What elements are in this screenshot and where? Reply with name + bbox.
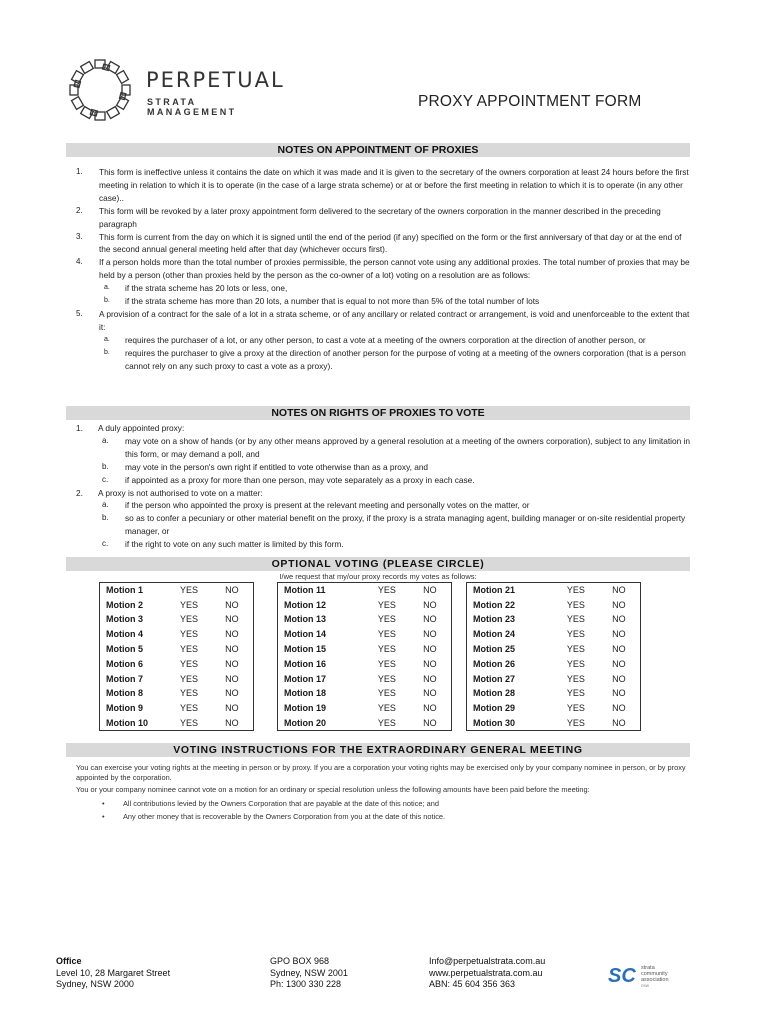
motion-row [278,656,452,671]
vote-no-option[interactable]: NO [225,614,239,625]
vote-no-option[interactable]: NO [612,585,626,596]
motion-row [100,716,254,731]
vote-yes-option[interactable]: YES [179,658,198,669]
motion-row [467,686,641,701]
vote-no-option[interactable]: NO [225,717,239,728]
vote-no-option[interactable]: NO [423,585,437,596]
motion-row [100,642,254,657]
motion-row [467,612,641,627]
motion-label: Motion 9 [106,703,143,714]
office-label: Office [56,956,82,966]
sub-text: requires the purchaser to give a proxy at the direction of another person for the purpose of voting at a meeting of the owners corporation (that is a person cannot rely on any such proxy to cast a vote as a proxy). [125,347,686,371]
rights-letter: b. [102,461,109,471]
motion-row [278,627,452,642]
vote-no-option[interactable]: NO [612,629,626,640]
rights-text: A proxy is not authorised to vote on a matter: [98,487,263,498]
brand-name: PERPETUAL [146,68,285,92]
motion-row [278,642,452,657]
motion-row [100,612,254,627]
section-title-appointment: NOTES ON APPOINTMENT OF PROXIES [66,143,690,157]
vote-yes-option[interactable]: YES [566,599,585,610]
vote-no-option[interactable]: NO [423,688,437,699]
note-number: 2. [76,205,83,215]
vote-yes-option[interactable]: YES [566,658,585,669]
website-link[interactable]: www.perpetualstrata.com.au [429,967,543,978]
motion-row [100,583,254,598]
rights-number: 2. [76,487,83,498]
motion-row [100,701,254,716]
sub-item [72,334,690,347]
motion-row [278,597,452,612]
rights-sub-text: if the person who appointed the proxy is present at the relevant meeting and personally votes on the matter, or [125,500,530,511]
motion-label: Motion 11 [284,585,326,596]
vote-yes-option[interactable]: YES [566,614,585,625]
vote-no-option[interactable]: NO [423,599,437,610]
section-title-instructions: VOTING INSTRUCTIONS FOR THE EXTRAORDINARY GENERAL MEETING [66,743,690,757]
vote-yes-option[interactable]: YES [566,629,585,640]
rights-number: 1. [76,423,83,433]
vote-yes-option[interactable]: YES [566,585,585,596]
rights-notes [72,422,690,551]
vote-yes-option[interactable]: YES [566,717,585,728]
motion-row [467,583,641,598]
motion-row [278,671,452,686]
vote-yes-option[interactable]: YES [179,688,198,699]
vote-no-option[interactable]: NO [225,599,239,610]
rights-letter: c. [102,474,109,484]
note-item [72,166,690,205]
rights-sub-item [72,512,690,538]
vote-yes-option[interactable]: YES [377,688,396,699]
note-text: This form is ineffective unless it contains the date on which it was made and it is given to the secretary of the owners corporation at least 24 hours before the first meeting in relation to which it is to operate (in the case of a large strata scheme) or at or before the first meeting in relation to which it is to operate (in any other case).. [99,167,689,203]
motion-label: Motion 17 [284,673,326,684]
rights-sub-item [72,461,690,474]
bullet-icon: • [102,799,105,808]
vote-yes-option[interactable]: YES [377,599,396,610]
vote-no-option[interactable]: NO [612,673,626,684]
footer-office [56,956,170,991]
sub-item [72,347,690,373]
form-title: PROXY APPOINTMENT FORM [418,93,642,110]
badge-text: strata [641,965,655,971]
rights-sub-item [72,435,690,461]
rights-sub-item [72,474,690,487]
motion-row [467,671,641,686]
motion-label: Motion 25 [473,644,515,655]
vote-no-option[interactable]: NO [612,658,626,669]
vote-no-option[interactable]: NO [225,629,239,640]
vote-yes-option[interactable]: YES [377,644,396,655]
motion-row [278,686,452,701]
note-item [72,308,690,334]
motion-row [467,642,641,657]
motion-label: Motion 23 [473,614,515,625]
vote-yes-option[interactable]: YES [377,703,396,714]
sub-letter: a. [104,284,110,292]
vote-yes-option[interactable]: YES [179,599,198,610]
motion-label: Motion 30 [473,717,515,728]
vote-no-option[interactable]: NO [423,703,437,714]
footer-contact [429,956,545,991]
instructions-paragraph: You or your company nominee cannot vote on a motion for an ordinary or special resolution unless the following amounts have been paid before the meeting: [76,785,590,794]
motion-label: Motion 6 [106,658,143,669]
note-number: 1. [76,167,83,176]
rights-letter: a. [102,435,109,445]
brand-logo [68,58,288,118]
note-item [72,231,690,257]
rights-text: A duly appointed proxy: [98,423,185,433]
vote-yes-option[interactable]: YES [179,614,198,625]
rights-sub-text: if appointed as a proxy for more than one person, may vote separately as a proxy in each case. [125,474,475,485]
sub-item [72,295,690,308]
motion-label: Motion 3 [106,614,143,625]
rights-sub-item [72,538,690,551]
vote-yes-option[interactable]: YES [179,673,198,684]
motion-label: Motion 2 [106,599,143,610]
sub-letter: b. [104,297,110,305]
vote-no-option[interactable]: NO [612,614,626,625]
rights-sub-text: may vote on a show of hands (or by any other means approved by a general resolution at a meeting of the owners corporation), subject to any limitation in this form, or may demand a poll, and [125,435,690,459]
section-title-voting: OPTIONAL VOTING (PLEASE CIRCLE) [66,557,690,571]
vote-yes-option[interactable]: YES [377,629,396,640]
vote-no-option[interactable]: NO [423,717,437,728]
motion-label: Motion 29 [473,703,515,714]
note-number: 4. [76,257,83,267]
vote-yes-option[interactable]: YES [377,658,396,669]
postal-line: Sydney, NSW 2001 [270,967,348,978]
vote-yes-option[interactable]: YES [566,673,585,684]
motion-label: Motion 24 [473,629,515,640]
motion-label: Motion 27 [473,673,515,684]
vote-no-option[interactable]: NO [423,644,437,655]
appointment-notes [72,166,690,373]
note-text: This form will be revoked by a later proxy appointment form delivered to the secretary of the owners corporation in the manner described in the preceding paragraph [99,205,661,229]
phone-line: Ph: 1300 330 228 [270,979,342,989]
motion-label: Motion 14 [284,629,326,640]
vote-yes-option[interactable]: YES [566,644,585,655]
postal-line: GPO BOX 968 [270,956,330,966]
motion-row [278,701,452,716]
rights-letter: a. [102,500,109,510]
motion-label: Motion 21 [473,585,515,596]
strata-community-badge [608,962,688,988]
motion-label: Motion 5 [106,644,143,655]
note-number: 5. [76,308,83,318]
motion-label: Motion 1 [106,585,143,596]
motion-label: Motion 26 [473,658,515,669]
vote-yes-option[interactable]: YES [179,585,198,596]
motion-label: Motion 15 [284,644,326,655]
bullet-text: Any other money that is recoverable by the Owners Corporation from you at the date of this notice. [123,812,446,821]
motion-row [467,716,641,731]
sub-letter: b. [104,348,110,356]
motion-row [278,583,452,598]
vote-no-option[interactable]: NO [423,673,437,684]
motion-label: Motion 12 [284,599,326,610]
motion-label: Motion 8 [106,688,143,699]
vote-yes-option[interactable]: YES [566,703,585,714]
motion-row [467,627,641,642]
motion-row [100,686,254,701]
email-link[interactable]: Info@perpetualstrata.com.au [429,956,546,966]
voting-instructions [76,763,690,823]
motion-row [100,656,254,671]
vote-no-option[interactable]: NO [612,717,626,728]
vote-no-option[interactable]: NO [225,658,239,669]
vote-no-option[interactable]: NO [423,614,437,625]
motion-row [100,671,254,686]
motion-row [467,656,641,671]
motion-row [467,701,641,716]
motion-label: Motion 28 [473,688,515,699]
note-text: If a person holds more than the total number of proxies permissible, the person cannot vote using any additional proxies. The total number of proxies that may be held by a person (other than proxies held by the person as the co-owner of a lot) voting on a resolution are as follows: [99,257,690,281]
vote-no-option[interactable]: NO [612,688,626,699]
rights-letter: b. [102,513,109,523]
rights-letter: c. [102,539,109,549]
vote-yes-option[interactable]: YES [179,717,198,728]
vote-yes-option[interactable]: YES [179,644,198,655]
motion-label: Motion 16 [284,658,326,669]
rights-sub-item [72,499,690,512]
motion-label: Motion 19 [284,703,326,714]
instructions-paragraph: You can exercise your voting rights at the meeting in person or by proxy. If you are a corporation your voting rights may be exercised only by your company nominee in person, or by proxy appointed by the corporation. [76,763,686,782]
badge-text: nsw [641,983,650,988]
rights-item [72,422,690,435]
vote-no-option[interactable]: NO [225,688,239,699]
motion-row [278,716,452,731]
note-item [72,205,690,231]
motion-row [467,597,641,612]
vote-yes-option[interactable]: YES [179,703,198,714]
rights-sub-text: may vote in the person's own right if entitled to vote otherwise than as a proxy, and [125,461,429,472]
note-text: This form is current from the day on which it is signed until the end of the period (if any) specified on the form or the first anniversary of that day or at the end of the second annual general meeting held after that day (whichever occurs first). [99,231,682,255]
bullet-icon: • [102,812,105,821]
note-text: A provision of a contract for the sale of a lot in a strata scheme, or of any ancillary or related contract or arrangement, is void and unenforceable to the extent that it: [99,308,690,332]
vote-no-option[interactable]: NO [225,703,239,714]
motion-label: Motion 10 [106,717,148,728]
motion-label: Motion 7 [106,673,143,684]
footer-postal [270,956,348,991]
vote-yes-option[interactable]: YES [377,717,396,728]
motion-label: Motion 13 [284,614,326,625]
motion-table-2 [277,582,452,731]
office-address-line: Sydney, NSW 2000 [56,979,134,989]
note-number: 3. [76,231,83,241]
logo-ring-icon [68,58,132,122]
vote-yes-option[interactable]: YES [377,614,396,625]
office-address-line: Level 10, 28 Margaret Street [56,967,171,978]
motion-row [278,612,452,627]
vote-yes-option[interactable]: YES [377,585,396,596]
rights-item [72,487,690,500]
motion-label: Motion 4 [106,629,143,640]
bullet-item [76,810,690,823]
abn-line: ABN: 45 604 356 363 [429,979,516,989]
vote-no-option[interactable]: NO [423,629,437,640]
rights-sub-text: if the right to vote on any such matter is limited by this form. [125,539,344,550]
bullet-item [76,797,690,810]
badge-text: community [641,971,668,977]
sub-letter: a. [104,335,110,343]
sub-item [72,282,690,295]
sub-text: if the strata scheme has 20 lots or less, one, [125,283,288,294]
vote-yes-option[interactable]: YES [179,629,198,640]
vote-no-option[interactable]: NO [225,673,239,684]
vote-no-option[interactable]: NO [225,644,239,655]
vote-no-option[interactable]: NO [612,599,626,610]
vote-yes-option[interactable]: YES [377,673,396,684]
motion-table-3 [466,582,641,731]
vote-no-option[interactable]: NO [612,644,626,655]
vote-yes-option[interactable]: YES [566,688,585,699]
note-item [72,256,690,282]
motion-table-1 [99,582,254,731]
motion-label: Motion 22 [473,599,515,610]
rights-sub-text: so as to confer a pecuniary or other material benefit on the proxy, if the proxy is a strata managing agent, building manager or on-site residential property manager, or [125,513,686,537]
badge-letters: SC [608,965,636,987]
voting-instructions-text: I/we request that my/our proxy records my votes as follows: [279,572,477,581]
sca-logo-icon [608,962,688,988]
motion-label: Motion 20 [284,717,326,728]
motion-label: Motion 18 [284,688,326,699]
badge-text: association [641,977,669,983]
vote-no-option[interactable]: NO [612,703,626,714]
vote-no-option[interactable]: NO [225,585,239,596]
motion-row [100,597,254,612]
section-title-rights: NOTES ON RIGHTS OF PROXIES TO VOTE [66,406,690,420]
sub-text: requires the purchaser of a lot, or any other person, to cast a vote at a meeting of the owners corporation at the direction of another person, or [125,334,646,345]
bullet-text: All contributions levied by the Owners Corporation that are payable at the date of this notice; and [123,799,439,808]
brand-subtitle: STRATA MANAGEMENT [147,97,237,117]
sub-text: if the strata scheme has more than 20 lots, a number that is equal to not more than 5% of the total number of lots [125,296,540,307]
motion-row [100,627,254,642]
vote-no-option[interactable]: NO [423,658,437,669]
